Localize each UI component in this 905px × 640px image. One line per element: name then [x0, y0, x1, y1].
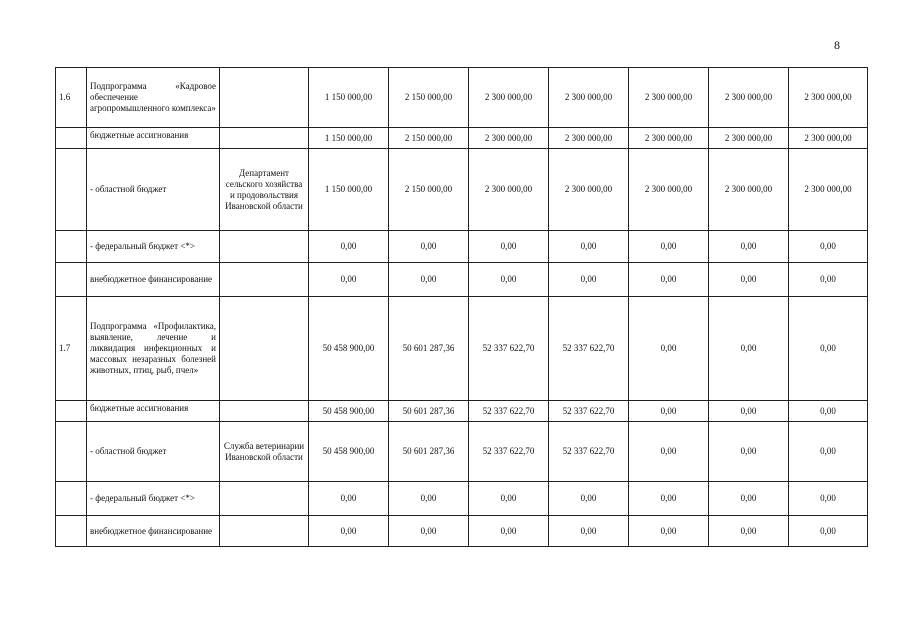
- row-executor: [220, 231, 309, 263]
- table-row: [56, 149, 868, 231]
- table-row: [56, 128, 868, 149]
- row-name: внебюджетное финансирование: [87, 516, 220, 547]
- value-cell: 52 337 622,70: [469, 297, 549, 401]
- value-cell: 0,00: [789, 263, 868, 297]
- row-number: [56, 422, 87, 482]
- value-cell: 0,00: [629, 231, 709, 263]
- value-cell: 2 300 000,00: [469, 128, 549, 149]
- value-cell: 0,00: [789, 401, 868, 422]
- value-cell: 0,00: [709, 516, 789, 547]
- value-cell: 52 337 622,70: [549, 401, 629, 422]
- value-cell: 0,00: [549, 516, 629, 547]
- table-row: [56, 516, 868, 547]
- row-number: [56, 401, 87, 422]
- value-cell: 0,00: [789, 297, 868, 401]
- row-name: Подпрограмма «Профилактика, выявление, лечение и ликвидация инфекционных и массовых незаразных болезней животных, птиц, рыб, пчел»: [87, 297, 220, 401]
- value-cell: 0,00: [789, 422, 868, 482]
- value-cell: 0,00: [549, 263, 629, 297]
- value-cell: 0,00: [469, 231, 549, 263]
- value-cell: 52 337 622,70: [469, 401, 549, 422]
- value-cell: 0,00: [309, 231, 389, 263]
- row-executor: [220, 482, 309, 516]
- value-cell: 0,00: [389, 231, 469, 263]
- value-cell: 2 300 000,00: [709, 128, 789, 149]
- value-cell: 50 601 287,36: [389, 401, 469, 422]
- value-cell: 0,00: [629, 401, 709, 422]
- table-row: [56, 422, 868, 482]
- table-row: [56, 297, 868, 401]
- value-cell: 2 150 000,00: [389, 68, 469, 128]
- value-cell: 50 601 287,36: [389, 422, 469, 482]
- value-cell: 2 300 000,00: [709, 68, 789, 128]
- row-number: [56, 516, 87, 547]
- page-number: 8: [834, 38, 840, 52]
- value-cell: 0,00: [629, 516, 709, 547]
- value-cell: 0,00: [389, 516, 469, 547]
- value-cell: 0,00: [389, 482, 469, 516]
- value-cell: 0,00: [469, 516, 549, 547]
- value-cell: 2 300 000,00: [789, 68, 868, 128]
- row-number: 1.7: [56, 297, 87, 401]
- table-row: [56, 401, 868, 422]
- row-executor: [220, 128, 309, 149]
- row-number: [56, 149, 87, 231]
- row-executor: Департамент сельского хозяйства и продовольствия Ивановской области: [220, 149, 309, 231]
- row-name: Подпрограмма «Кадровое обеспечение агропромышленного комплекса»: [87, 68, 220, 128]
- value-cell: 0,00: [629, 422, 709, 482]
- value-cell: 2 300 000,00: [629, 149, 709, 231]
- row-executor: [220, 401, 309, 422]
- value-cell: 0,00: [549, 231, 629, 263]
- value-cell: 0,00: [709, 231, 789, 263]
- row-name: - федеральный бюджет <*>: [87, 482, 220, 516]
- row-name: бюджетные ассигнования: [87, 128, 220, 149]
- value-cell: 0,00: [709, 482, 789, 516]
- row-number: 1.6: [56, 68, 87, 128]
- value-cell: 0,00: [709, 422, 789, 482]
- value-cell: 2 300 000,00: [549, 68, 629, 128]
- row-number: [56, 482, 87, 516]
- row-executor: [220, 68, 309, 128]
- value-cell: 0,00: [309, 516, 389, 547]
- value-cell: 1 150 000,00: [309, 149, 389, 231]
- table-row: [56, 68, 868, 128]
- table-body: [56, 68, 868, 547]
- row-number: [56, 263, 87, 297]
- row-name: внебюджетное финансирование: [87, 263, 220, 297]
- table-row: [56, 231, 868, 263]
- value-cell: 50 458 900,00: [309, 401, 389, 422]
- value-cell: 2 300 000,00: [629, 68, 709, 128]
- value-cell: 2 300 000,00: [549, 149, 629, 231]
- value-cell: 0,00: [629, 482, 709, 516]
- value-cell: 50 458 900,00: [309, 422, 389, 482]
- row-executor: [220, 263, 309, 297]
- value-cell: 0,00: [709, 401, 789, 422]
- value-cell: 52 337 622,70: [549, 297, 629, 401]
- value-cell: 0,00: [629, 263, 709, 297]
- value-cell: 2 300 000,00: [469, 68, 549, 128]
- value-cell: 0,00: [709, 263, 789, 297]
- value-cell: 2 300 000,00: [709, 149, 789, 231]
- row-name: - областной бюджет: [87, 422, 220, 482]
- value-cell: 0,00: [709, 297, 789, 401]
- value-cell: 1 150 000,00: [309, 128, 389, 149]
- value-cell: 2 300 000,00: [469, 149, 549, 231]
- row-name: - областной бюджет: [87, 149, 220, 231]
- value-cell: 0,00: [389, 263, 469, 297]
- value-cell: 50 458 900,00: [309, 297, 389, 401]
- value-cell: 0,00: [309, 482, 389, 516]
- value-cell: 1 150 000,00: [309, 68, 389, 128]
- value-cell: 2 150 000,00: [389, 149, 469, 231]
- value-cell: 0,00: [469, 482, 549, 516]
- value-cell: 0,00: [549, 482, 629, 516]
- value-cell: 2 300 000,00: [789, 149, 868, 231]
- value-cell: 0,00: [629, 297, 709, 401]
- budget-table: [55, 67, 868, 547]
- row-name: бюджетные ассигнования: [87, 401, 220, 422]
- value-cell: 52 337 622,70: [469, 422, 549, 482]
- value-cell: 50 601 287,36: [389, 297, 469, 401]
- value-cell: 2 150 000,00: [389, 128, 469, 149]
- row-name: - федеральный бюджет <*>: [87, 231, 220, 263]
- row-executor: [220, 297, 309, 401]
- value-cell: 0,00: [789, 482, 868, 516]
- row-executor: [220, 516, 309, 547]
- value-cell: 2 300 000,00: [629, 128, 709, 149]
- row-number: [56, 231, 87, 263]
- value-cell: 0,00: [789, 516, 868, 547]
- table-row: [56, 482, 868, 516]
- value-cell: 0,00: [469, 263, 549, 297]
- value-cell: 2 300 000,00: [789, 128, 868, 149]
- value-cell: 2 300 000,00: [549, 128, 629, 149]
- value-cell: 52 337 622,70: [549, 422, 629, 482]
- value-cell: 0,00: [789, 231, 868, 263]
- row-number: [56, 128, 87, 149]
- row-executor: Служба ветеринарии Ивановской области: [220, 422, 309, 482]
- table-row: [56, 263, 868, 297]
- value-cell: 0,00: [309, 263, 389, 297]
